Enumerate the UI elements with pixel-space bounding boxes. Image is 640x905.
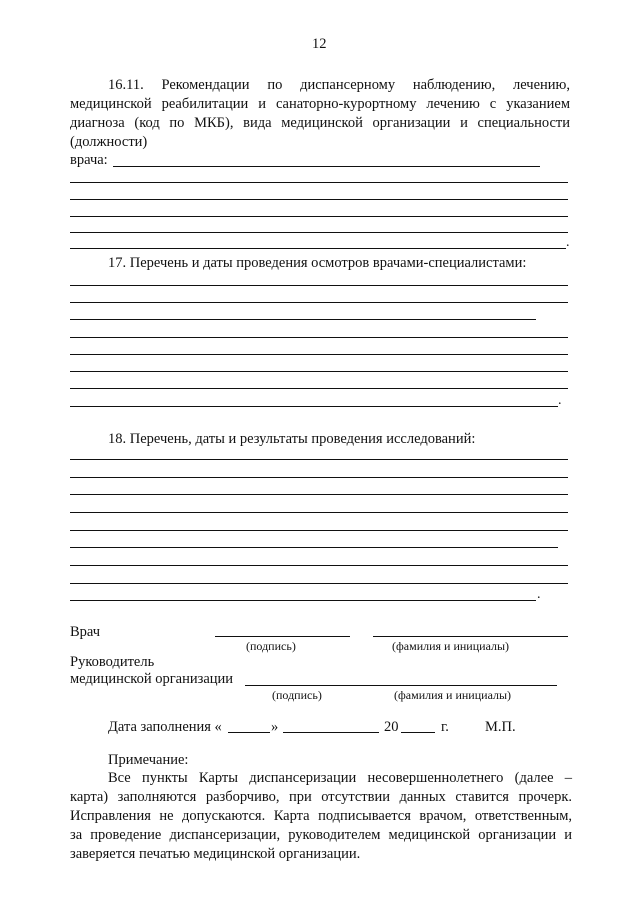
section-17-fill-line[interactable] [70, 371, 568, 372]
section-16-11-line-1: 16.11. Рекомендации по диспансерному наблюдению, лечению, [108, 77, 570, 93]
section-18-fill-line[interactable] [70, 494, 568, 495]
section-18-fill-line[interactable] [70, 565, 568, 566]
period-mark: . [566, 235, 570, 250]
page-number: 12 [312, 36, 327, 52]
section-17-heading: 17. Перечень и даты проведения осмотров врачами-специалистами: [108, 255, 527, 271]
section-18-fill-line[interactable] [70, 530, 568, 531]
section-17-fill-line[interactable] [70, 406, 558, 407]
section-17-fill-line[interactable] [70, 285, 568, 286]
head-signature-line[interactable] [245, 685, 393, 686]
section-16-11-line-3: диагноза (код по МКБ), вида медицинской организации и специальности [70, 115, 570, 131]
doctor-signature-caption: (подпись) [246, 639, 296, 653]
section-18-fill-line[interactable] [70, 547, 558, 548]
section-18-fill-line[interactable] [70, 600, 536, 601]
fill-date-label: Дата заполнения « [108, 719, 222, 735]
note-line-3: Исправления не допускаются. Карта подписывается врачом, ответственным, [70, 808, 572, 824]
section-17-fill-line[interactable] [70, 302, 568, 303]
section-18-fill-line[interactable] [70, 459, 568, 460]
section-17-fill-line[interactable] [70, 319, 536, 320]
head-name-line[interactable] [389, 685, 557, 686]
seal-mark: М.П. [485, 719, 516, 735]
section-16-11-fill-line[interactable] [70, 248, 566, 249]
fill-date-year-line[interactable] [401, 732, 435, 733]
doctor-field-label: врача: [70, 152, 108, 168]
note-title: Примечание: [108, 752, 189, 768]
fill-date-year-prefix: 20 [384, 719, 399, 735]
section-17-fill-line[interactable] [70, 354, 568, 355]
section-17-fill-line[interactable] [70, 388, 568, 389]
doctor-signature-line[interactable] [215, 636, 350, 637]
section-16-11-fill-line[interactable] [70, 216, 568, 217]
section-18-fill-line[interactable] [70, 512, 568, 513]
doctor-name-caption: (фамилия и инициалы) [392, 639, 510, 653]
section-16-11-line-2: медицинской реабилитации и санаторно-курортному лечению с указанием [70, 96, 570, 112]
fill-date-quote-close: » [271, 719, 279, 735]
fill-date-day-line[interactable] [228, 732, 270, 733]
doctor-label: Врач [70, 624, 101, 640]
note-line-1: Все пункты Карты диспансеризации несовершеннолетнего (далее – [108, 770, 572, 786]
period-mark: . [537, 587, 541, 602]
period-mark: . [558, 393, 562, 408]
section-16-11-fill-line[interactable] [70, 182, 568, 183]
head-name-caption: (фамилия и инициалы) [394, 688, 512, 702]
head-signature-caption: (подпись) [272, 688, 322, 702]
section-18-heading: 18. Перечень, даты и результаты проведения исследований: [108, 431, 476, 447]
head-label-line-1: Руководитель [70, 654, 155, 670]
note-line-5: заверяется печатью медицинской организации. [70, 846, 361, 862]
note-line-2: карта) заполняются разборчиво, при отсутствии данных ставится прочерк. [70, 789, 572, 805]
section-16-11-fill-line[interactable] [70, 199, 568, 200]
fill-date-month-line[interactable] [283, 732, 379, 733]
section-18-fill-line[interactable] [70, 583, 568, 584]
head-label-line-2: медицинской организации [70, 671, 234, 687]
doctor-field-line[interactable] [113, 166, 540, 167]
section-18-fill-line[interactable] [70, 477, 568, 478]
note-line-4: за проведение диспансеризации, руководителем медицинской организации и [70, 827, 572, 843]
section-17-fill-line[interactable] [70, 337, 568, 338]
section-16-11-fill-line[interactable] [70, 232, 568, 233]
fill-date-year-suffix: г. [441, 719, 449, 735]
section-16-11-line-4: (должности) [70, 134, 148, 150]
doctor-name-line[interactable] [373, 636, 568, 637]
